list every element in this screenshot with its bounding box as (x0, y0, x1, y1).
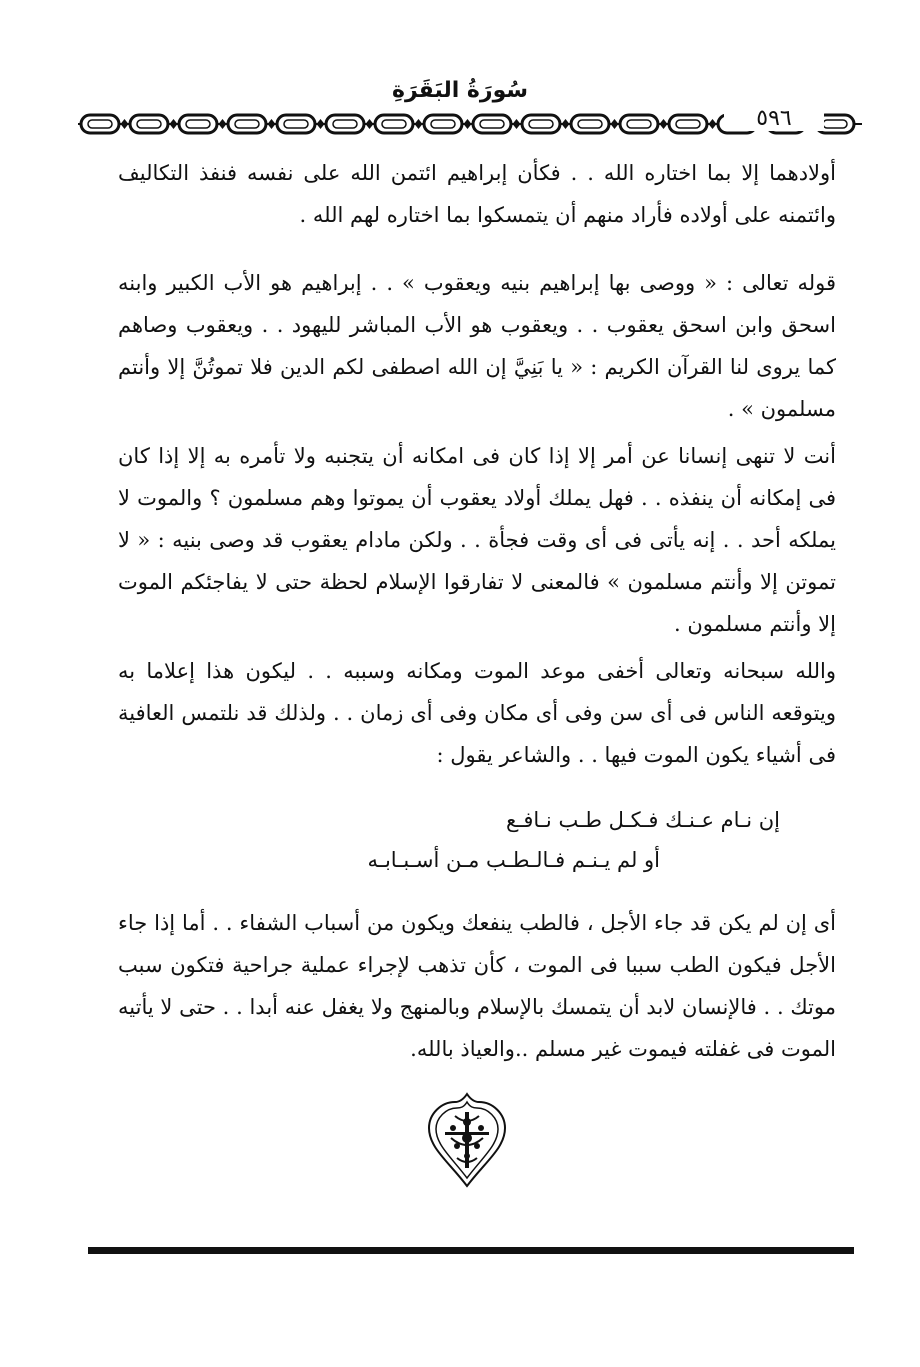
surah-title: سُورَةُ البَقَرَةِ (391, 78, 529, 103)
paragraph-5: أى إن لم يكن قد جاء الأجل ، فالطب ينفعك ويكون من أسباب الشفاء . . أما إذا جاء الأجل فيكون الطب سببا فى الموت ، كأن تذهب لإجراء عملية جراحية فتكون سبب موتك . . فالإنسان لابد أن يتمسك بالإسلام وبالمنهج ولا يغفل عنه أبدا . . حتى لا يأتيه الموت فى غفلته فيموت غير مسلم ..والعياذ بالله. (118, 911, 836, 1061)
border-link (228, 115, 266, 133)
paragraph-2: قوله تعالى : « ووصى بها إبراهيم بنيه ويعقوب » . . إبراهيم هو الأب الكبير وابنه اسحق وابن اسحق يعقوب . . ويعقوب هو الأب المباشر لليهود . . ويعقوب وصاهم كما يروى لنا القرآن الكريم : « يا بَنِيَّ إن الله اصطفى لكم الدين فلا تموتُنَّ إلا وأنتم مسلمون » . (118, 271, 836, 421)
border-diamond (121, 119, 129, 129)
border-diamond (611, 119, 619, 129)
poem-line-2: أو لم يـنـم فـالـطـب مـن أسـبـابـه (367, 848, 660, 872)
arabesque-ornament-icon (427, 1092, 507, 1188)
border-diamond (660, 119, 668, 129)
border-diamond (170, 119, 178, 129)
border-diamond (415, 119, 423, 129)
border-link (326, 115, 364, 133)
border-diamond (366, 119, 374, 129)
border-link (522, 115, 560, 133)
border-diamond (513, 119, 521, 129)
paragraph-4: والله سبحانه وتعالى أخفى موعد الموت ومكانه وسببه . . ليكون هذا إعلاما به ويتوقعه الناس فى أى سن وفى أى مكان وفى أى زمان . . ولذلك قد نلتمس العافية فى أشياء يكون الموت فيها . . والشاعر يقول : (118, 659, 836, 767)
border-link (375, 115, 413, 133)
poem-verse (170, 800, 780, 880)
border-link (179, 115, 217, 133)
border-link (130, 115, 168, 133)
page-number: ٥٩٦ (724, 106, 824, 131)
border-link (669, 115, 707, 133)
border-diamond (268, 119, 276, 129)
border-link (81, 115, 119, 133)
border-diamond (317, 119, 325, 129)
border-diamond (562, 119, 570, 129)
border-diamond (709, 119, 717, 129)
border-diamond (464, 119, 472, 129)
border-link (473, 115, 511, 133)
border-link (620, 115, 658, 133)
poem-line-1: إن نـام عـنـك فـكـل طـب نـافـع (506, 808, 780, 832)
paragraph-1: أولادهما إلا بما اختاره الله . . فكأن إبراهيم ائتمن الله على نفسه فنفذ التكاليف وائتمنه على أولاده فأراد منهم أن يتمسكوا بما اختاره لهم الله . (118, 161, 836, 227)
paragraph-3: أنت لا تنهى إنسانا عن أمر إلا إذا كان فى امكانه أن يتجنبه ولا تأمره به إلا إذا كان فى إمكانه أن ينفذه . . فهل يملك أولاد يعقوب أن يموتوا وهم مسلمون ؟ والموت لا يملكه أحد . . إنه يأتى فى أى وقت فجأة . . ولكن مادام يعقوب قد وصى بنيه : « لا تموتن إلا وأنتم مسلمون » فالمعنى لا تفارقوا الإسلام لحظة حتى لا يفاجئكم الموت إلا وأنتم مسلمون . (118, 444, 836, 636)
border-link (571, 115, 609, 133)
footer-rule (88, 1247, 854, 1254)
border-link (277, 115, 315, 133)
border-link (424, 115, 462, 133)
border-diamond (219, 119, 227, 129)
